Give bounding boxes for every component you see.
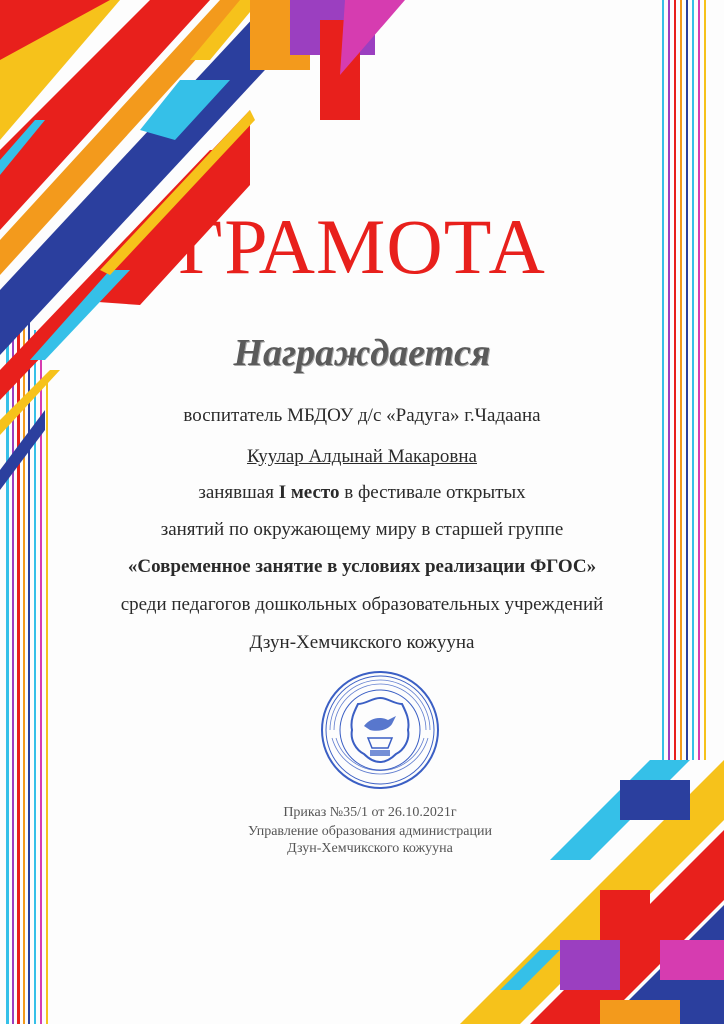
place-text: I место [278, 482, 340, 503]
certificate-title: ГРАМОТА [178, 203, 546, 290]
achievement-prefix: занявшая [198, 482, 274, 503]
recipient-position: воспитатель МБДОУ д/с «Радуга» г.Чадаана [183, 405, 541, 426]
issuer-line-1: Управление образования администрации [248, 824, 492, 839]
topic-line: занятий по окружающему миру в старшей группе [160, 519, 564, 540]
region-line: Дзун-Хемчикского кожууна [249, 632, 475, 653]
achievement-suffix: в фестивале открытых [344, 482, 526, 503]
bottom-right-bands [460, 760, 724, 1024]
event-title: «Современное занятие в условиях реализации ФГОС» [127, 556, 597, 577]
achievement-line [0, 483, 724, 502]
recipient-name: Куулар Алдынай Макаровна [246, 446, 477, 467]
awarded-heading: Награждается [233, 332, 491, 374]
issuer-line-2: Дзун-Хемчикского кожууна [287, 841, 453, 856]
order-reference: Приказ №35/1 от 26.10.2021г [283, 805, 457, 820]
official-seal-icon [318, 668, 442, 792]
among-line: среди педагогов дошкольных образовательных учреждений [120, 594, 604, 615]
